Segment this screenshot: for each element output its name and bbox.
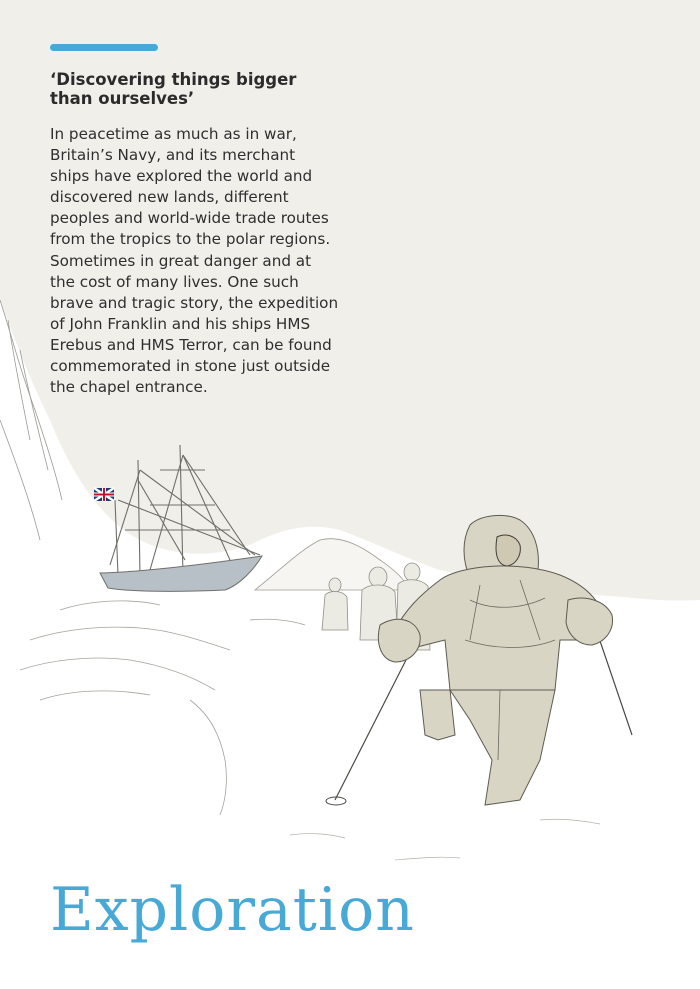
body-line: ships have explored the world and	[50, 167, 313, 186]
section-title: Exploration	[50, 875, 415, 945]
ice-cliff	[0, 300, 62, 540]
heading-line: than ourselves’	[50, 89, 195, 108]
body-line: the cost of many lives. One such	[50, 272, 299, 291]
body-line: discovered new lands, different	[50, 188, 289, 207]
body-line: Sometimes in great danger and at	[50, 251, 312, 270]
ice-floes	[20, 601, 305, 815]
body-line: from the tropics to the polar regions.	[50, 230, 331, 249]
union-flag-icon	[94, 488, 114, 501]
ship	[94, 445, 262, 591]
body-line: brave and tragic story, the expedition	[50, 293, 339, 312]
heading-line: ‘Discovering things bigger	[50, 70, 297, 89]
body-line: Erebus and HMS Terror, can be found	[50, 335, 332, 354]
snow-marks	[290, 819, 600, 860]
ship-hull	[100, 556, 262, 591]
body-line: the chapel entrance.	[50, 378, 208, 397]
body-line: peoples and world-wide trade routes	[50, 209, 329, 228]
body-line: of John Franklin and his ships HMS	[50, 314, 311, 333]
body-line: Britain’s Navy, and its merchant	[50, 146, 296, 165]
body-line: commemorated in stone just outside	[50, 357, 331, 376]
body-line: In peacetime as much as in war,	[50, 125, 297, 143]
